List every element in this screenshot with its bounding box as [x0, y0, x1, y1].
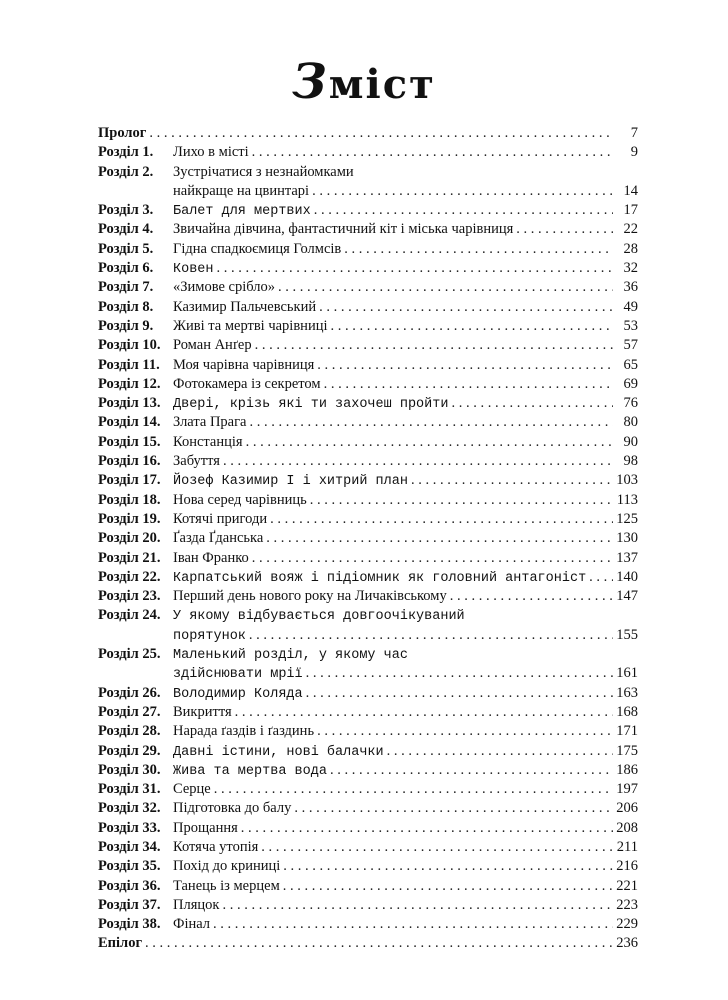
- toc-leader-dots: [249, 626, 613, 645]
- toc-entry-label: Розділ 4.: [98, 221, 154, 238]
- toc-entry: [98, 645, 638, 664]
- toc-entry-label: Розділ 19.: [98, 510, 161, 527]
- toc-entry-label: Розділ 23.: [98, 588, 161, 605]
- toc-entry-label: Розділ 37.: [98, 896, 161, 913]
- toc-entry-page: 229: [616, 916, 638, 933]
- toc-leader-dots: [310, 491, 613, 510]
- toc-entry-title: Моя чарівна чарівниця: [173, 356, 315, 373]
- toc-entry-label: Розділ 24.: [98, 607, 161, 624]
- toc-entry-page: 221: [616, 877, 638, 894]
- toc-entry-title: Ґазда Ґданська: [173, 530, 264, 547]
- toc-entry-title: Серце: [173, 781, 211, 798]
- toc-leader-dots: [241, 819, 613, 838]
- toc-leader-dots: [278, 278, 613, 297]
- toc-leader-dots: [283, 877, 613, 896]
- toc-entry-page: 9: [630, 144, 638, 161]
- toc-entry-title: Гідна спадкоємиця Голмсів: [173, 240, 342, 257]
- toc-entry-title-continued: здійснювати мрії: [173, 667, 303, 683]
- toc-entry: [98, 452, 638, 471]
- toc-entry: [98, 568, 638, 587]
- toc-entry-title: Карпатський вояж і підіомник як головний антагоніст: [173, 570, 587, 586]
- toc-entry-page: 22: [623, 221, 638, 238]
- title-initial: З: [292, 54, 329, 110]
- toc-entry: [98, 877, 638, 896]
- toc-entry: [98, 163, 638, 182]
- toc-entry-page: 171: [616, 723, 638, 740]
- toc-leader-dots: [270, 510, 613, 529]
- toc-entry-page: 155: [616, 626, 638, 643]
- toc-entry-title: Зустрічатися з незнайомками: [173, 163, 354, 180]
- toc-entry-page: 80: [623, 414, 638, 431]
- toc-entry-label: Розділ 2.: [98, 163, 154, 180]
- toc-leader-dots: [317, 722, 613, 741]
- toc-entry-title: Давні істини, нові балачки: [173, 744, 384, 760]
- toc-entry-page: 32: [623, 260, 638, 277]
- toc-entry-title: У якому відбувається довгоочікуваний: [173, 609, 465, 625]
- toc-entry-label: Розділ 29.: [98, 742, 161, 759]
- toc-entry-page: 69: [623, 375, 638, 392]
- toc-entry: [98, 722, 638, 741]
- toc-entry-label: Розділ 33.: [98, 819, 161, 836]
- toc-leader-dots: [217, 259, 613, 278]
- toc-entry-page: 208: [616, 819, 638, 836]
- toc-entry-label: Розділ 35.: [98, 858, 161, 875]
- toc-entry-title: Похід до криниці: [173, 858, 281, 875]
- toc-entry: [98, 549, 638, 568]
- toc-entry-title: Казимир Пальчевський: [173, 298, 317, 315]
- toc-entry-page: 76: [623, 395, 638, 412]
- toc-leader-dots: [266, 529, 613, 548]
- toc-entry-title: Жива та мертва вода: [173, 763, 327, 779]
- toc-entry-label: Розділ 20.: [98, 530, 161, 547]
- toc-entry-page: 168: [616, 703, 638, 720]
- toc-entry-title: Танець із мерцем: [173, 877, 280, 894]
- toc-entry-page: 36: [623, 279, 638, 296]
- toc-entry: [98, 761, 638, 780]
- toc-leader-dots: [249, 413, 613, 432]
- toc-entry-label: Розділ 26.: [98, 684, 161, 701]
- toc-entry-page: 206: [616, 800, 638, 817]
- toc-leader-dots: [450, 587, 613, 606]
- toc-entry-title: Прощання: [173, 819, 238, 836]
- toc-entry: [98, 143, 638, 162]
- toc-entry-label: Розділ 16.: [98, 453, 161, 470]
- toc-entry: [98, 278, 638, 297]
- toc-entry-page: 223: [616, 896, 638, 913]
- toc-entry: [98, 491, 638, 510]
- toc-entry-title: Констанція: [173, 433, 243, 450]
- toc-entry-label: Розділ 18.: [98, 491, 161, 508]
- toc-entry-label: Розділ 38.: [98, 916, 161, 933]
- toc-leader-dots: [312, 182, 613, 201]
- toc-entry: [98, 857, 638, 876]
- toc-entry: [98, 201, 638, 220]
- toc-entry-page: 14: [623, 182, 638, 199]
- title-rest: міст: [328, 61, 436, 108]
- toc-entry-label: Розділ 1.: [98, 144, 154, 161]
- toc-entry-page: 140: [616, 568, 638, 585]
- toc-entry-page: 211: [616, 838, 638, 855]
- toc-entry-page: 175: [616, 742, 638, 759]
- toc-entry-continued: [98, 664, 638, 683]
- toc-entry-page: 216: [616, 858, 638, 875]
- toc-entry: [98, 220, 638, 239]
- toc-leader-dots: [330, 761, 613, 780]
- toc-leader-dots: [149, 124, 613, 143]
- toc-entry-label: Розділ 17.: [98, 472, 161, 489]
- toc-leader-dots: [214, 780, 613, 799]
- toc-entry-label: Пролог: [98, 125, 147, 141]
- toc-leader-dots: [411, 471, 613, 490]
- toc-leader-dots: [252, 549, 613, 568]
- toc-entry-page: 137: [616, 549, 638, 566]
- toc-entry: [98, 838, 638, 857]
- toc-entry-page: 113: [616, 491, 638, 508]
- toc-entry: [98, 529, 638, 548]
- toc-entry-title: Нова серед чарівниць: [173, 491, 307, 508]
- toc-entry: [98, 336, 638, 355]
- toc-leader-dots: [387, 742, 613, 761]
- toc-entry-title: Володимир Коляда: [173, 686, 303, 702]
- toc-entry-label: Розділ 13.: [98, 395, 161, 412]
- toc-entry: [98, 124, 638, 143]
- toc-entry-title: Перший день нового року на Личаківському: [173, 588, 447, 605]
- toc-entry: [98, 433, 638, 452]
- page-title: [0, 54, 728, 110]
- toc-entry-page: 65: [623, 356, 638, 373]
- toc-entry-title: Нарада ґаздів і ґаздинь: [173, 723, 315, 740]
- toc-entry-title: Злата Прага: [173, 414, 247, 431]
- toc-leader-dots: [222, 896, 613, 915]
- toc-entry-title: Живі та мертві чарівниці: [173, 317, 328, 334]
- toc-entry-title: Фотокамера із секретом: [173, 375, 321, 392]
- toc-entry-title: Йозеф Казимир I і хитрий план: [173, 474, 408, 490]
- toc-entry: [98, 298, 638, 317]
- toc-entry-label: Розділ 6.: [98, 260, 154, 277]
- toc-entry-title: Балет для мертвих: [173, 204, 311, 220]
- toc-entry-title: Котячі пригоди: [173, 510, 268, 527]
- toc-leader-dots: [294, 799, 613, 818]
- toc-entry-label: Розділ 34.: [98, 838, 161, 855]
- toc-entry: [98, 819, 638, 838]
- toc-entry-label: Розділ 25.: [98, 646, 161, 663]
- toc-leader-dots: [324, 375, 613, 394]
- table-of-contents: [98, 124, 638, 954]
- toc-entry-title: Пляцок: [173, 896, 220, 913]
- toc-leader-dots: [261, 838, 613, 857]
- toc-entry-page: 7: [630, 125, 638, 141]
- toc-entry: [98, 375, 638, 394]
- toc-entry-label: Розділ 27.: [98, 703, 161, 720]
- toc-leader-dots: [589, 568, 613, 587]
- toc-leader-dots: [246, 433, 613, 452]
- toc-entry-label: Розділ 31.: [98, 781, 161, 798]
- toc-entry: [98, 510, 638, 529]
- toc-leader-dots: [235, 703, 613, 722]
- toc-entry-page: 103: [616, 472, 638, 489]
- toc-entry-page: 130: [616, 530, 638, 547]
- toc-entry: [98, 394, 638, 413]
- toc-entry-page: 125: [616, 510, 638, 527]
- toc-leader-dots: [306, 664, 613, 683]
- toc-entry-label: Розділ 3.: [98, 202, 154, 219]
- toc-entry-title: Лихо в місті: [173, 144, 249, 161]
- toc-entry: [98, 606, 638, 625]
- toc-entry: [98, 934, 638, 953]
- toc-leader-dots: [145, 934, 613, 953]
- toc-entry: [98, 799, 638, 818]
- toc-entry-title-continued: порятунок: [173, 628, 246, 644]
- toc-entry-continued: [98, 626, 638, 645]
- toc-entry: [98, 317, 638, 336]
- toc-entry: [98, 471, 638, 490]
- toc-entry-title: Двері, крізь які ти захочеш пройти: [173, 397, 449, 413]
- toc-leader-dots: [319, 298, 613, 317]
- toc-entry: [98, 356, 638, 375]
- toc-entry: [98, 684, 638, 703]
- toc-entry-page: 147: [616, 588, 638, 605]
- toc-leader-dots: [331, 317, 614, 336]
- toc-entry-page: 17: [623, 202, 638, 219]
- toc-leader-dots: [314, 201, 613, 220]
- toc-entry-label: Розділ 36.: [98, 877, 161, 894]
- toc-entry-title: Підготовка до балу: [173, 800, 292, 817]
- toc-leader-dots: [306, 684, 613, 703]
- toc-entry-page: 197: [616, 781, 638, 798]
- toc-entry-continued: [98, 182, 638, 201]
- toc-entry-label: Епілог: [98, 935, 143, 952]
- toc-entry-title: Фінал: [173, 916, 211, 933]
- toc-entry-label: Розділ 32.: [98, 800, 161, 817]
- toc-entry: [98, 915, 638, 934]
- toc-leader-dots: [255, 336, 613, 355]
- toc-leader-dots: [344, 240, 613, 259]
- toc-entry-label: Розділ 8.: [98, 298, 154, 315]
- toc-entry-title: Маленький розділ, у якому час: [173, 648, 408, 664]
- toc-entry-page: 28: [623, 240, 638, 257]
- toc-entry-title: Іван Франко: [173, 549, 249, 566]
- toc-entry-label: Розділ 14.: [98, 414, 161, 431]
- toc-entry-label: Розділ 11.: [98, 356, 160, 373]
- toc-entry-page: 53: [623, 317, 638, 334]
- toc-entry: [98, 240, 638, 259]
- toc-entry-title: Ковен: [173, 262, 214, 278]
- toc-entry-label: Розділ 10.: [98, 337, 161, 354]
- toc-entry-page: 90: [623, 433, 638, 450]
- toc-entry: [98, 587, 638, 606]
- toc-entry-title: Звичайна дівчина, фантастичний кіт і міська чарівниця: [173, 221, 514, 238]
- toc-entry-label: Розділ 21.: [98, 549, 161, 566]
- toc-entry-title: Роман Анґер: [173, 337, 252, 354]
- toc-entry-title: Забуття: [173, 453, 220, 470]
- toc-entry-page: 57: [623, 337, 638, 354]
- toc-entry-label: Розділ 22.: [98, 568, 161, 585]
- toc-leader-dots: [451, 394, 613, 413]
- toc-entry-label: Розділ 5.: [98, 240, 154, 257]
- toc-entry-page: 161: [616, 665, 638, 682]
- toc-entry-label: Розділ 15.: [98, 433, 161, 450]
- toc-entry-title-continued: найкраще на цвинтарі: [173, 182, 310, 199]
- toc-entry-title: Викриття: [173, 703, 232, 720]
- toc-entry-label: Розділ 28.: [98, 723, 161, 740]
- toc-leader-dots: [252, 143, 613, 162]
- toc-entry-title: «Зимове срібло»: [173, 279, 275, 296]
- toc-entry: [98, 259, 638, 278]
- toc-entry-label: Розділ 12.: [98, 375, 161, 392]
- toc-entry: [98, 896, 638, 915]
- toc-leader-dots: [516, 220, 613, 239]
- toc-entry: [98, 742, 638, 761]
- toc-entry-page: 236: [616, 935, 638, 952]
- toc-leader-dots: [223, 452, 613, 471]
- toc-entry-page: 49: [623, 298, 638, 315]
- toc-entry: [98, 703, 638, 722]
- toc-entry: [98, 413, 638, 432]
- toc-entry-label: Розділ 7.: [98, 279, 154, 296]
- toc-entry-label: Розділ 30.: [98, 761, 161, 778]
- toc-leader-dots: [213, 915, 613, 934]
- toc-entry: [98, 780, 638, 799]
- toc-entry-page: 163: [616, 684, 638, 701]
- toc-leader-dots: [283, 857, 613, 876]
- toc-entry-page: 186: [616, 761, 638, 778]
- toc-leader-dots: [317, 356, 613, 375]
- toc-entry-label: Розділ 9.: [98, 317, 154, 334]
- toc-entry-title: Котяча утопія: [173, 838, 259, 855]
- toc-entry-page: 98: [623, 453, 638, 470]
